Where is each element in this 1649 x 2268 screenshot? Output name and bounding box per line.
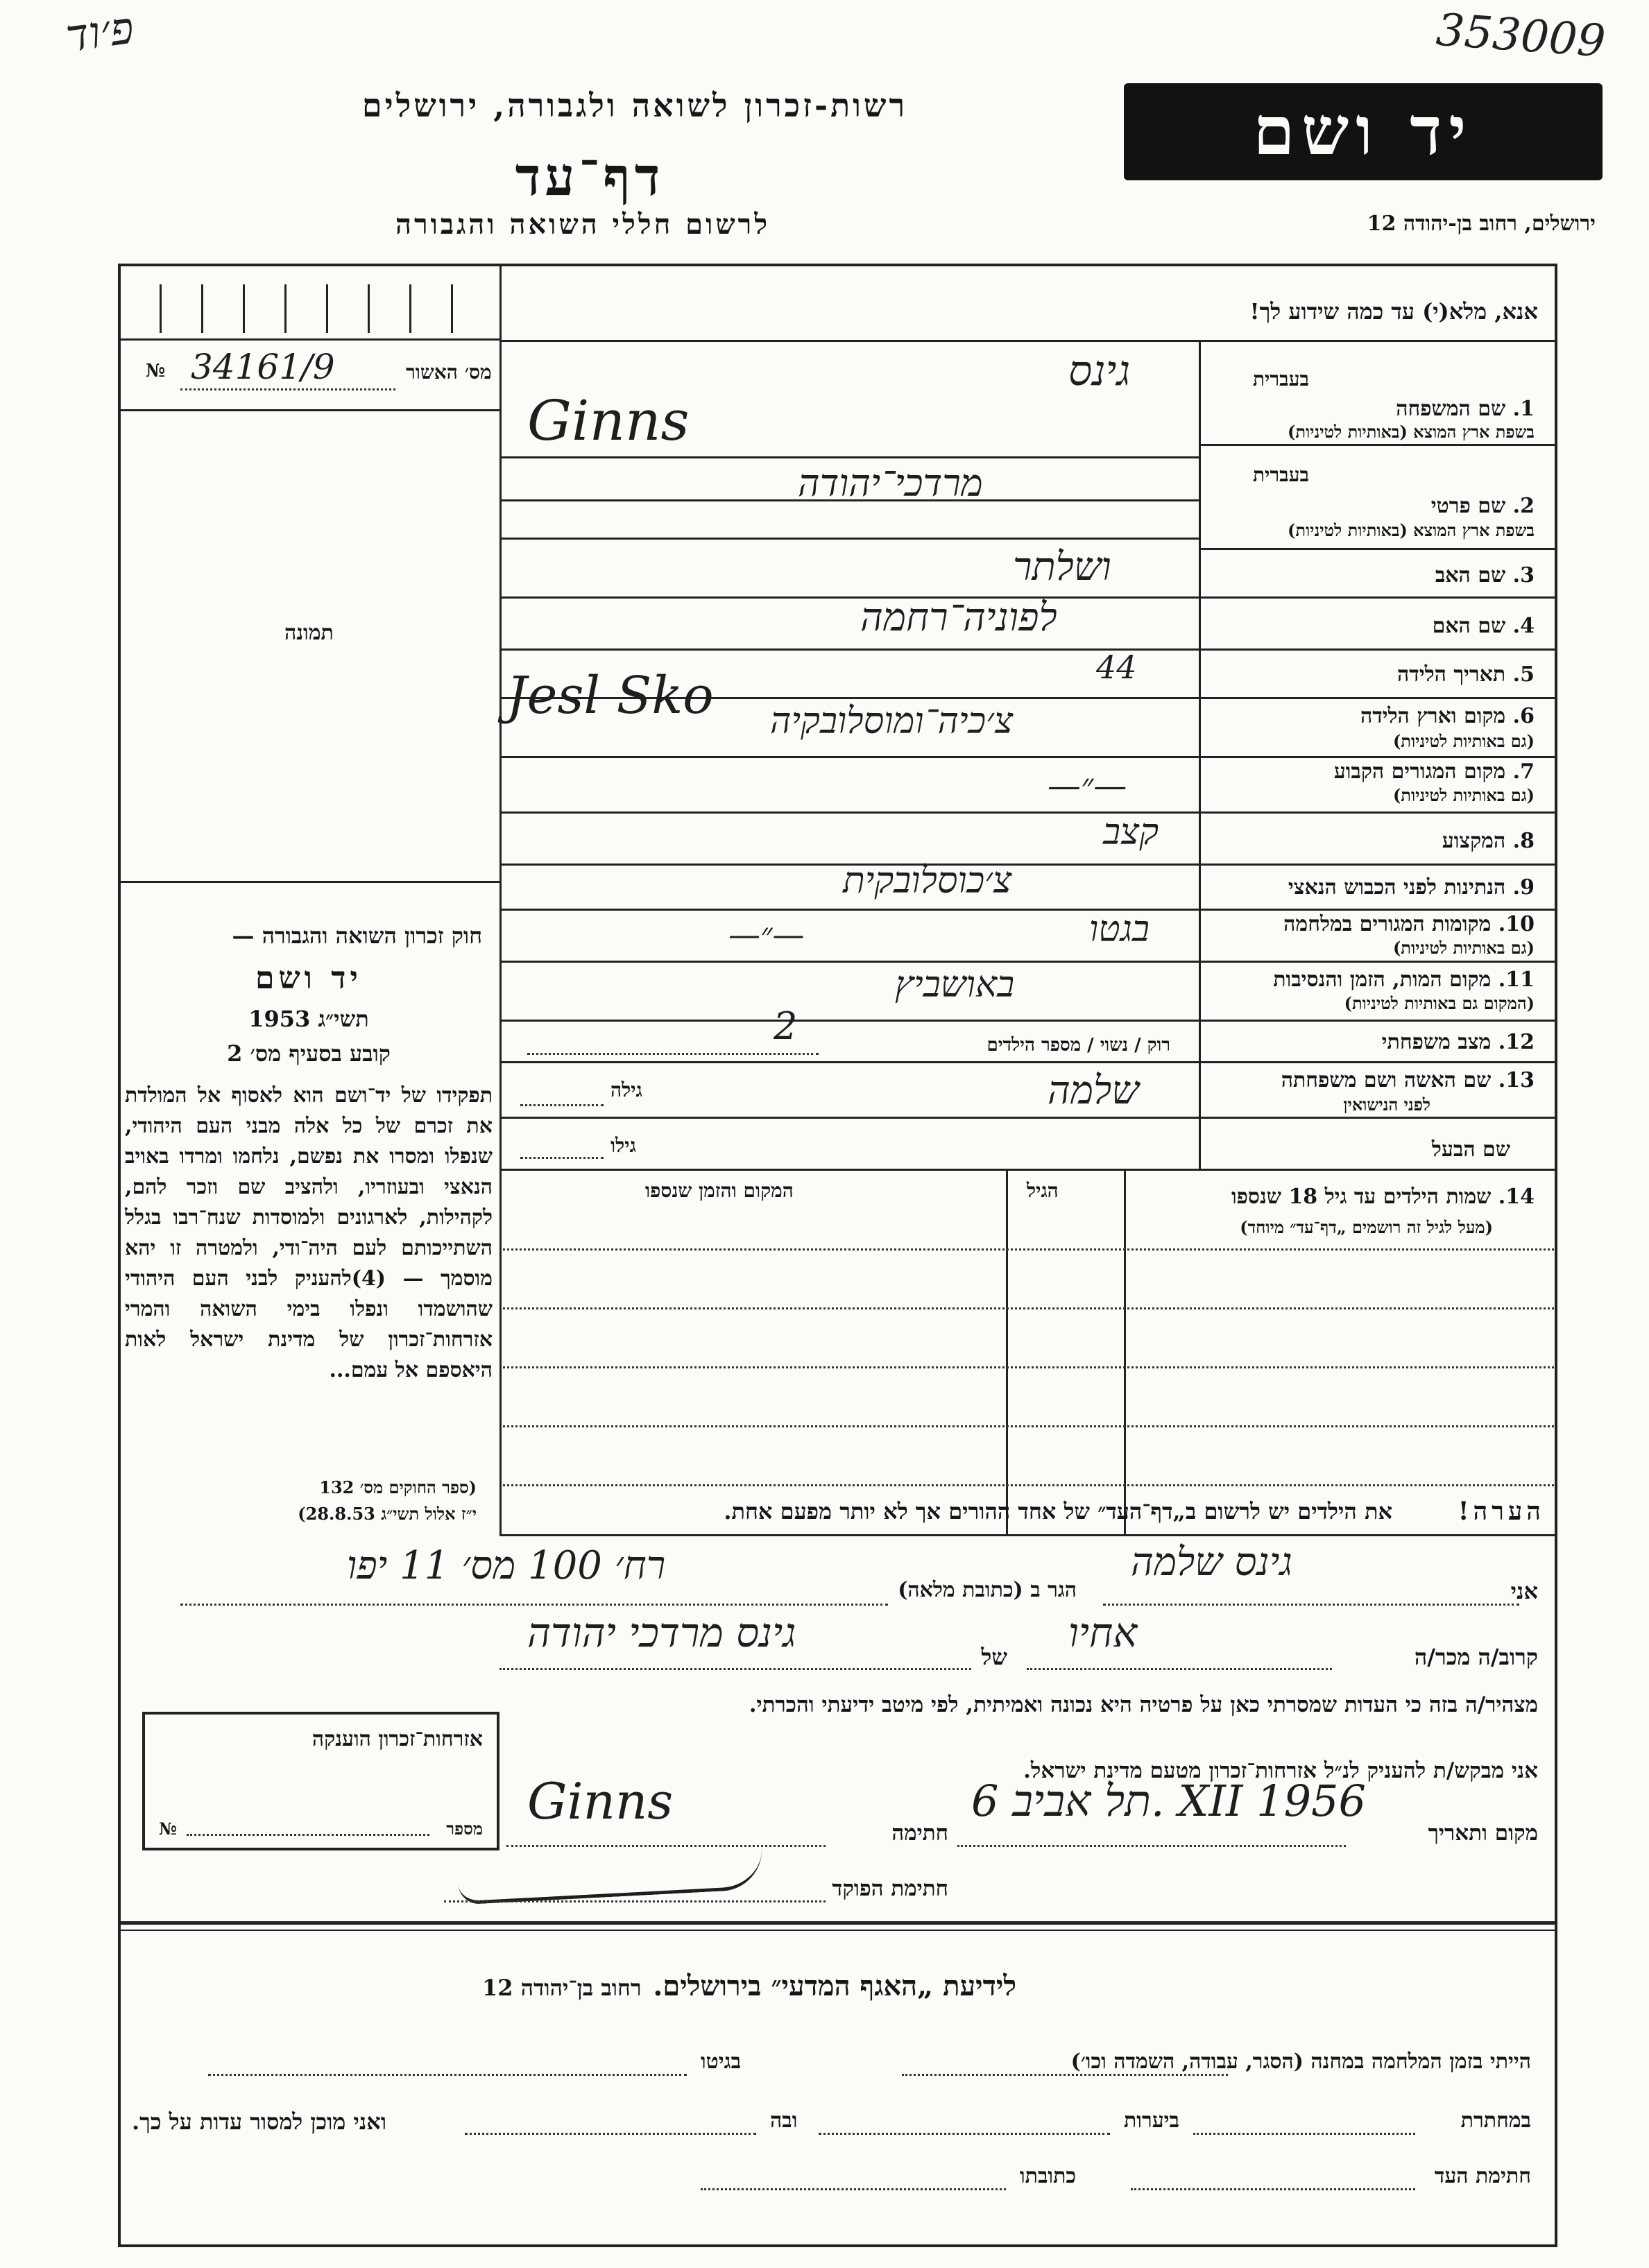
field-9-text: הנתינות לפני הכבוש הנאצי	[1288, 875, 1506, 900]
field-9-num: 9.	[1512, 875, 1535, 900]
decl-i-label: אני	[1510, 1578, 1538, 1604]
field-13-sub: לפני הנישואין	[1343, 1094, 1430, 1115]
field-2-text: שם פרטי	[1430, 494, 1506, 518]
law-name: יד ושם	[255, 961, 362, 996]
decl-statement: מצהיר/ה בזה כי העדות שמסרתי כאן על פרטיה היא נכונה ואמיתית, לפי מיטב ידיעתי והכרתי.	[749, 1692, 1538, 1717]
footer-in: ובה	[770, 2108, 798, 2133]
decl-name-value: גינס שלמה	[1131, 1540, 1292, 1585]
decl-relation-value: אחיו	[1068, 1609, 1138, 1656]
field-5-num: 5.	[1512, 662, 1535, 687]
field-2-lang: בעברית	[1252, 463, 1309, 486]
footer-ready: ואני מוכן למסור עדות על כך.	[132, 2108, 387, 2135]
field-5-value: 44	[1096, 648, 1137, 686]
decl-place-date-value: תל אביב 6. XII 1956	[971, 1776, 1366, 1826]
field-2-sub: בשפת ארץ המוצא (באותיות לטיניות)	[1288, 520, 1535, 540]
field-2-num: 2.	[1512, 494, 1535, 518]
footer-witness-address: כתובתו	[1020, 2164, 1077, 2188]
field-14-sub: (מעל לגיל זה רושמים „דף־עד״ מיוחד)	[1240, 1217, 1493, 1237]
footer-underground: במחתרת	[1460, 2108, 1531, 2133]
law-reference-2: י״ז אלול תשי״ג 28.8.53)	[298, 1504, 477, 1524]
citizenship-box	[142, 1712, 499, 1850]
yad-vashem-logo	[1124, 83, 1603, 180]
logo-text: יד ושם	[1253, 92, 1473, 170]
law-clause: קובע בסעיף מס׳ 2	[227, 1040, 391, 1067]
field-5-label	[1397, 662, 1535, 687]
decl-address-value: רח׳ 100 מס׳ 11 יפו	[347, 1543, 666, 1588]
corner-mark: פ׳וד	[62, 2, 137, 63]
field-6-value: צ׳כיה־ומוסלובקיה	[770, 701, 1014, 742]
decl-official-label: חתימת הפוקד	[832, 1876, 948, 1901]
footer-title: לידיעת „האגף המדעי״ בירושלים.	[653, 1970, 1017, 2002]
citizenship-title: אזרחות־זכרון הוענקה	[311, 1727, 483, 1751]
field-12-label	[1382, 1030, 1535, 1054]
field-11-label	[1273, 968, 1535, 992]
field-14-num: 14.	[1498, 1185, 1535, 1209]
field-4-value: לפוניה־רחמה	[860, 595, 1057, 640]
field-14-text: שמות הילדים עד גיל 18 שנספו	[1231, 1185, 1492, 1209]
decl-request: אני מבקש/ת להעניק לנ״ל אזרחות־זכרון מטעם מדינת ישראל.	[1023, 1758, 1538, 1783]
authority-title: רשות-זכרון לשואה ולגבורה, ירושלים	[361, 87, 908, 124]
stamp-number: 353009	[1434, 4, 1607, 68]
field-10-num: 10.	[1498, 912, 1535, 936]
field-4-label	[1433, 614, 1535, 638]
header-address: ירושלים, רחוב בן-יהודה 12	[1367, 212, 1596, 236]
field-13-label	[1281, 1068, 1535, 1092]
field-8-value: קצב	[1103, 811, 1159, 853]
field-13-text: שם האשה ושם משפחתה	[1281, 1068, 1492, 1092]
field-11-num: 11.	[1498, 968, 1535, 992]
field-6-sub: (גם באותיות לטיניות)	[1392, 731, 1535, 751]
husband-age-label: גילו	[610, 1134, 636, 1157]
field-6-text: מקום וארץ הלידה	[1360, 704, 1506, 728]
col-place-header: המקום והזמן שנספו	[645, 1179, 794, 1202]
field-8-label	[1442, 829, 1535, 853]
field-2-label	[1431, 494, 1535, 518]
document-subtitle: לרשום חללי השואה והגבורה	[395, 208, 771, 241]
field-1-text: שם המשפחה	[1396, 397, 1506, 421]
field-2-value: מרדכי־יהודה	[798, 461, 983, 505]
field-9-label	[1288, 875, 1535, 900]
field-7-num: 7.	[1512, 759, 1535, 784]
footer-title-row	[208, 1970, 1290, 2002]
field-7-value: —״—	[1048, 766, 1127, 805]
field-13-num: 13.	[1498, 1068, 1535, 1092]
field-4-num: 4.	[1512, 614, 1535, 638]
field-12-children: 2	[774, 1004, 798, 1048]
field-7-sub: (גם באותיות לטיניות)	[1392, 785, 1535, 805]
law-reference-1: (ספר החוקים מס׳ 132	[319, 1477, 477, 1497]
field-13-value: שלמה	[1048, 1068, 1139, 1113]
field-1-label	[1396, 397, 1535, 421]
field-10-sub: (גם באותיות לטיניות)	[1392, 938, 1535, 958]
decl-place-date-label: מקום ותאריך	[1428, 1821, 1538, 1846]
citizenship-prefix: №	[159, 1819, 178, 1839]
field-10-value: —״—	[728, 916, 805, 953]
field-10-label	[1283, 912, 1535, 936]
decl-of-label: של	[981, 1644, 1007, 1670]
field-10-value2: בגטו	[1089, 909, 1150, 950]
footer-address: רחוב בן־יהודה 12	[481, 1975, 642, 2001]
law-year: תשי״ג 1953	[248, 1006, 369, 1032]
field-1-lang: בעברית	[1252, 368, 1309, 390]
field-1-latin-value: Ginns	[527, 388, 690, 453]
approval-label: מס׳ האשור	[406, 361, 492, 384]
tick-boxes	[139, 284, 493, 333]
decl-signature-label: חתימה	[891, 1821, 948, 1846]
field-1-num: 1.	[1512, 397, 1535, 421]
document-title: דף־עד	[515, 146, 665, 207]
husband-label: שם הבעל	[1431, 1137, 1510, 1162]
intro-text: אנא, מלא(י) עד כמה שידוע לך!	[1249, 298, 1538, 325]
photo-label: תמונה	[284, 621, 334, 645]
field-8-num: 8.	[1512, 829, 1535, 853]
law-title: חוק זכרון השואה והגבורה —	[232, 922, 482, 949]
field-11-value: באושביץ	[895, 964, 1015, 1006]
field-12-num: 12.	[1498, 1030, 1535, 1054]
decl-lives-label: הגר ב (כתובת מלאה)	[898, 1578, 1077, 1602]
decl-of-value: גינס מרדכי יהודה	[527, 1609, 796, 1656]
footer-camp: הייתי בזמן המלחמה במחנה (הסגר, עבודה, השמדה וכו׳)	[1070, 2050, 1531, 2074]
field-9-value: צ׳כוסלובקית	[843, 860, 1012, 902]
field-6-label	[1360, 704, 1535, 728]
field-7-label	[1334, 759, 1535, 784]
field-10-text: מקומות המגורים במלחמה	[1283, 912, 1492, 936]
field-3-label	[1435, 563, 1535, 587]
field-3-num: 3.	[1512, 563, 1535, 587]
footer-witness-sign: חתימת העד	[1434, 2164, 1531, 2188]
field-3-text: שם האב	[1435, 563, 1506, 587]
field-12-status-label: רוק / נשוי / מספר הילדים	[986, 1035, 1170, 1056]
note-label: הערה!	[1458, 1497, 1545, 1526]
field-14-label	[1231, 1185, 1535, 1209]
approval-number: 34161/9	[191, 347, 335, 387]
field-6-num: 6.	[1512, 704, 1535, 728]
field-13-age-label: גילה	[610, 1079, 642, 1101]
field-5-text: תאריך הלידה	[1397, 662, 1506, 687]
field-3-value: ושלתר	[1013, 544, 1111, 590]
decl-relative-label: קרוב/ה מכר/ה	[1414, 1644, 1538, 1670]
col-age-header: הגיל	[1027, 1179, 1059, 1202]
field-8-text: המקצוע	[1442, 829, 1506, 853]
approval-prefix: №	[146, 361, 166, 381]
field-6-latin-value: Jesl Sko	[506, 666, 714, 725]
decl-signature-value: Ginns	[527, 1772, 674, 1830]
field-12-text: מצב משפחתי	[1381, 1030, 1492, 1054]
field-11-sub: (המקום גם באותיות לטיניות)	[1344, 993, 1535, 1013]
footer-forests: ביערות	[1124, 2108, 1180, 2133]
field-1-sub: בשפת ארץ המוצא (באותיות לטיניות)	[1288, 422, 1535, 442]
field-11-text: מקום המות, הזמן והנסיבות	[1273, 968, 1492, 992]
note-text: את הילדים יש לרשום ב„דף־העד״ של אחד ההורים אך לא יותר מפעם אחת.	[724, 1498, 1392, 1524]
law-text: תפקידו של יד־ושם הוא לאסוף אל המולדת את זכרם של כל אלה מבני העם היהודי, שנפלו ומסרו את נפשם, נלחמו ומרדו באויב הנאצי ובעוזריו, ולהציב שם וזכר להם, לקהילות, לארגונים ולמוסדות שנח־רבו בגלל השתייכותם לעם היה־ודי, ולמטרה זו יהא מוסמך — (4)להעניק לבני העם היהודי שהושמדו ונפלו בימי השואה והמרי אזרחות־זכרון של מדינת ישראל לאות היאספם אל עמם...	[125, 1083, 493, 1382]
footer-ghetto: בגיטו	[701, 2050, 742, 2074]
citizenship-number-label: מספר	[446, 1819, 483, 1839]
field-4-text: שם האם	[1432, 614, 1506, 638]
field-7-text: מקום המגורים הקבוע	[1333, 759, 1506, 784]
field-1-hebrew-value: גינס	[1068, 347, 1131, 395]
